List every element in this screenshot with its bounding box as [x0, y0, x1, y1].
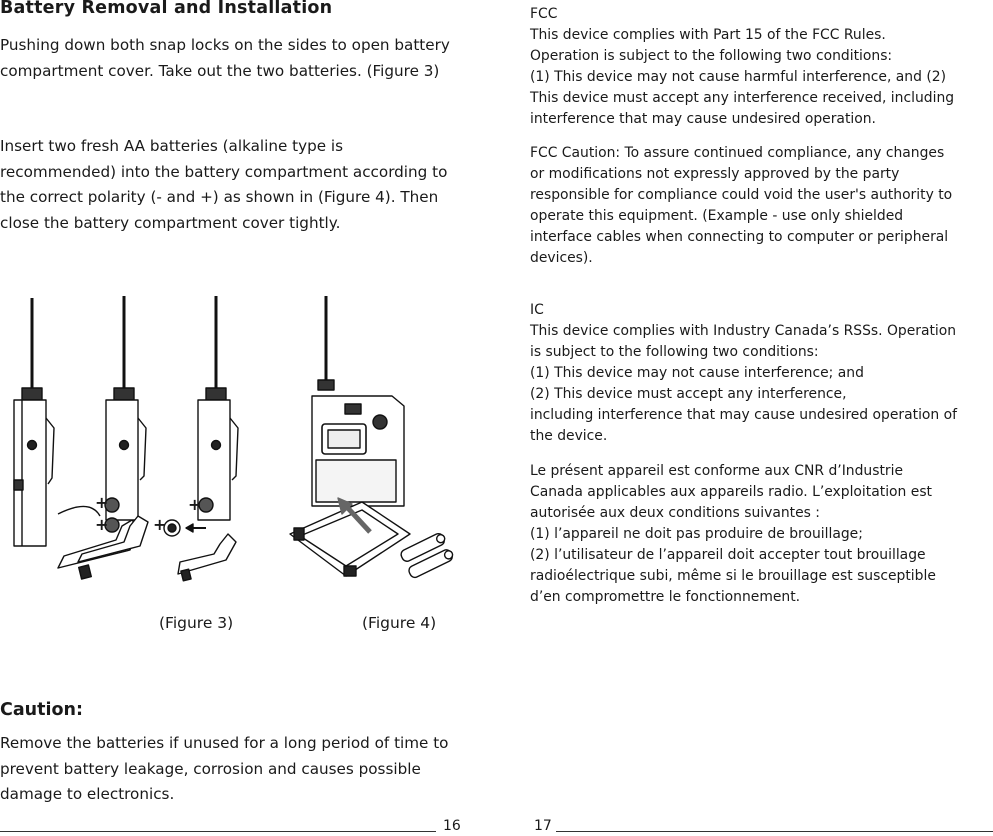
fcc-line: FCC: [530, 6, 558, 22]
battery-section-heading: Battery Removal and Installation: [0, 0, 333, 18]
fcc-caution-line: FCC Caution: To assure continued compliance, any changes: [530, 145, 945, 161]
fcc-statement: [530, 4, 993, 130]
ic-line: (2) This device must accept any interference,: [530, 386, 847, 402]
battery-illustration: [0, 288, 470, 588]
transmitter-side-view-2: [78, 296, 148, 562]
ic-line: including interference that may cause undesired operation of: [530, 407, 958, 423]
polarity-plus-3: +: [153, 515, 167, 534]
figure-3-caption: (Figure 3): [159, 614, 234, 632]
ic-line: (1) This device may not cause interference; and: [530, 365, 864, 381]
caution-paragraph: Remove the batteries if unused for a long period of time to prevent battery leakage, corrosion and causes possible damage to electronics.: [0, 734, 449, 803]
page-number-right: 17: [534, 818, 552, 834]
fcc-line: This device must accept any interference received, including: [530, 90, 955, 106]
french-line: (2) l’utilisateur de l’appareil doit accepter tout brouillage: [530, 547, 926, 563]
fcc-line: This device complies with Part 15 of the FCC Rules.: [530, 27, 886, 43]
fcc-line: (1) This device may not cause harmful interference, and (2): [530, 69, 947, 85]
caution-heading: Caution:: [0, 700, 83, 720]
french-line: d’en compromettre le fonctionnement.: [530, 589, 801, 605]
footer-rule-right: [556, 831, 993, 832]
fcc-line: interference that may cause undesired operation.: [530, 111, 876, 127]
french-statement: [530, 461, 993, 608]
left-page: [0, 0, 470, 836]
ic-line: is subject to the following two conditions:: [530, 344, 819, 360]
transmitter-side-view-1: [14, 298, 100, 546]
transmitter-side-view-3: [178, 296, 238, 581]
battery-end-icon: [164, 520, 206, 536]
fcc-caution: [530, 143, 993, 269]
fcc-caution-line: operate this equipment. (Example - use only shielded: [530, 208, 904, 224]
ic-line: This device complies with Industry Canada’s RSSs. Operation: [530, 323, 957, 339]
french-line: (1) l’appareil ne doit pas produire de brouillage;: [530, 526, 863, 542]
footer-rule-left: [0, 831, 436, 832]
polarity-plus-1: +: [95, 493, 109, 512]
french-line: autorisée aux deux conditions suivantes :: [530, 505, 820, 521]
fcc-caution-line: or modifications not expressly approved by the party: [530, 166, 900, 182]
figure-4-caption: (Figure 4): [362, 614, 437, 632]
installation-paragraph: Insert two fresh AA batteries (alkaline type is recommended) into the battery compartment according to the correct polarity (- and +) as shown in (Figure 4). Then close the battery compartment cover tightly.: [0, 137, 448, 232]
ic-statement: [530, 300, 993, 447]
fcc-caution-line: devices).: [530, 250, 593, 266]
fcc-caution-line: responsible for compliance could void the user's authority to: [530, 187, 953, 203]
page-number-left: 16: [443, 818, 461, 834]
french-line: Le présent appareil est conforme aux CNR d’Industrie: [530, 463, 904, 479]
ic-line: the device.: [530, 428, 608, 444]
polarity-plus-2: +: [95, 515, 109, 534]
french-line: Canada applicables aux appareils radio. L’exploitation est: [530, 484, 933, 500]
transmitter-front-view: [290, 296, 455, 579]
fcc-line: Operation is subject to the following two conditions:: [530, 48, 893, 64]
polarity-plus-4: +: [188, 495, 202, 514]
ic-line: IC: [530, 302, 544, 318]
right-page: [530, 0, 993, 836]
french-line: radioélectrique subi, même si le brouillage est susceptible: [530, 568, 936, 584]
removal-paragraph: Pushing down both snap locks on the sides to open battery compartment cover. Take out the two batteries. (Figure 3): [0, 36, 450, 80]
fcc-caution-line: interface cables when connecting to computer or peripheral: [530, 229, 949, 245]
